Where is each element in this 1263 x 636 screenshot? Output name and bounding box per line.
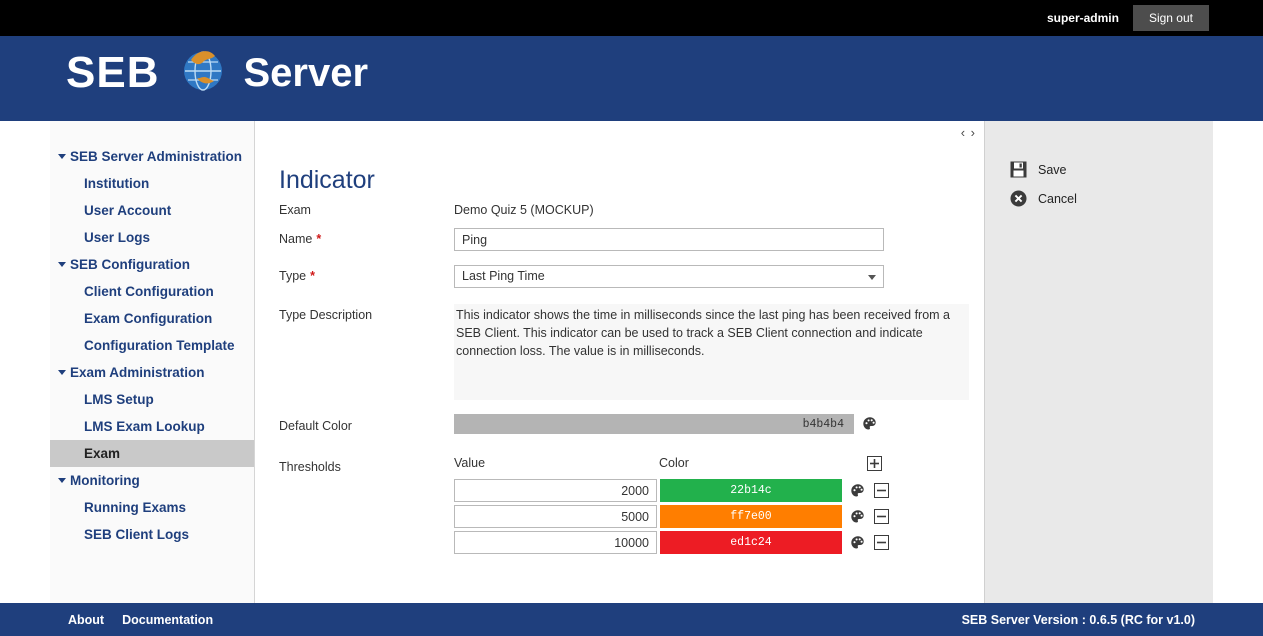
footer	[0, 603, 1263, 636]
threshold-value-input[interactable]	[454, 531, 657, 554]
save-icon	[1010, 161, 1038, 178]
remove-threshold-button[interactable]	[874, 483, 889, 498]
field-row-name	[279, 228, 969, 251]
save-button[interactable]	[986, 155, 1213, 184]
field-row-default-color	[279, 414, 969, 434]
thresholds-label: Thresholds	[279, 460, 341, 474]
sidebar-item-running-exams[interactable]: Running Exams	[84, 500, 187, 515]
footer-version-label: SEB Server Version : 0.6.5 (RC for v1.0)	[961, 612, 1195, 627]
table-row	[454, 479, 889, 502]
type-description-text: This indicator shows the time in milliseconds since the last ping has been received from a SEB Client. This indicator can be used to track a SEB Client connection and indicate connection loss. The value is in milliseconds.	[454, 304, 969, 400]
required-marker: *	[310, 269, 315, 283]
type-label	[279, 265, 454, 288]
sidebar-group-label: SEB Configuration	[70, 257, 190, 272]
chevron-down-icon	[868, 275, 876, 280]
indicator-form	[279, 199, 969, 568]
sidebar-item-configuration-template[interactable]: Configuration Template	[84, 338, 235, 353]
name-label-text: Name	[279, 232, 313, 246]
sidebar-group-label: Exam Administration	[70, 365, 205, 380]
sidebar-group-seb-configuration[interactable]	[50, 251, 254, 278]
field-row-type	[279, 265, 969, 288]
color-picker-icon[interactable]	[850, 483, 866, 499]
exam-value: Demo Quiz 5 (MOCKUP)	[454, 203, 594, 217]
sidebar	[50, 121, 255, 603]
brand-seb-text: SEB	[66, 47, 160, 97]
sidebar-group-label: Monitoring	[70, 473, 140, 488]
remove-threshold-button[interactable]	[874, 535, 889, 550]
table-row	[454, 505, 889, 528]
sidebar-group-exam-administration[interactable]	[50, 359, 254, 386]
sidebar-item-user-logs[interactable]: User Logs	[84, 230, 151, 245]
add-threshold-button[interactable]	[867, 456, 882, 474]
thresholds-table	[454, 456, 889, 557]
default-color-swatch[interactable]	[454, 414, 854, 434]
cancel-button[interactable]	[986, 184, 1213, 213]
main-panel	[255, 121, 985, 603]
type-select-value: Last Ping Time	[462, 269, 545, 283]
footer-link-documentation[interactable]: Documentation	[122, 612, 214, 627]
page-title: Indicator	[279, 165, 375, 194]
color-picker-icon[interactable]	[850, 509, 866, 525]
sidebar-item-user-account[interactable]: User Account	[84, 203, 172, 218]
sidebar-item-exam-configuration[interactable]: Exam Configuration	[84, 311, 213, 326]
top-bar	[0, 0, 1263, 36]
brand-logo	[66, 44, 368, 101]
field-row-type-description	[279, 304, 969, 400]
panel-collapse-toggle[interactable]: ‹ ›	[960, 125, 976, 140]
sidebar-group-seb-server-administration[interactable]	[50, 143, 254, 170]
threshold-value-input[interactable]	[454, 479, 657, 502]
save-label: Save	[1038, 162, 1067, 177]
name-input[interactable]	[454, 228, 884, 251]
sidebar-item-seb-client-logs[interactable]: SEB Client Logs	[84, 527, 190, 542]
thresholds-col-color: Color	[659, 456, 689, 470]
caret-down-icon	[58, 370, 66, 375]
exam-label: Exam	[279, 203, 311, 217]
threshold-color-swatch[interactable]	[660, 531, 842, 554]
sidebar-item-institution[interactable]: Institution	[84, 176, 150, 191]
color-picker-icon[interactable]	[862, 416, 878, 432]
threshold-color-swatch[interactable]	[660, 479, 842, 502]
caret-down-icon	[58, 262, 66, 267]
sidebar-item-client-configuration[interactable]: Client Configuration	[84, 284, 214, 299]
thresholds-header	[454, 456, 889, 474]
threshold-color-swatch[interactable]	[660, 505, 842, 528]
sidebar-item-exam[interactable]: Exam	[50, 440, 254, 467]
current-user-label: super-admin	[1046, 11, 1119, 25]
name-label	[279, 228, 454, 251]
brand-server-text: Server	[243, 50, 369, 95]
default-color-label: Default Color	[279, 419, 352, 433]
footer-link-about[interactable]: About	[68, 612, 105, 627]
sidebar-item-lms-setup[interactable]: LMS Setup	[84, 392, 154, 407]
table-row	[454, 531, 889, 554]
app-header	[0, 36, 1263, 121]
threshold-value-input[interactable]	[454, 505, 657, 528]
cancel-label: Cancel	[1038, 191, 1077, 206]
threshold-color-code: 22b14c	[730, 484, 772, 497]
cancel-icon	[1010, 190, 1038, 207]
type-select[interactable]	[454, 265, 884, 288]
color-picker-icon[interactable]	[850, 535, 866, 551]
sidebar-group-monitoring[interactable]	[50, 467, 254, 494]
remove-threshold-button[interactable]	[874, 509, 889, 524]
sign-out-button[interactable]: Sign out	[1133, 5, 1209, 31]
globe-icon	[177, 44, 229, 101]
threshold-color-code: ed1c24	[730, 536, 772, 549]
required-marker: *	[316, 232, 322, 246]
threshold-color-code: ff7e00	[730, 510, 772, 523]
action-panel	[986, 121, 1213, 603]
field-row-exam	[279, 199, 969, 217]
type-description-label: Type Description	[279, 308, 373, 322]
caret-down-icon	[58, 478, 66, 483]
field-row-thresholds	[279, 456, 969, 557]
thresholds-col-value: Value	[454, 456, 486, 470]
default-color-code: b4b4b4	[802, 417, 844, 431]
sidebar-item-lms-exam-lookup[interactable]: LMS Exam Lookup	[84, 419, 205, 434]
type-label-text: Type	[279, 269, 307, 283]
caret-down-icon	[58, 154, 66, 159]
sidebar-group-label: SEB Server Administration	[70, 149, 243, 164]
